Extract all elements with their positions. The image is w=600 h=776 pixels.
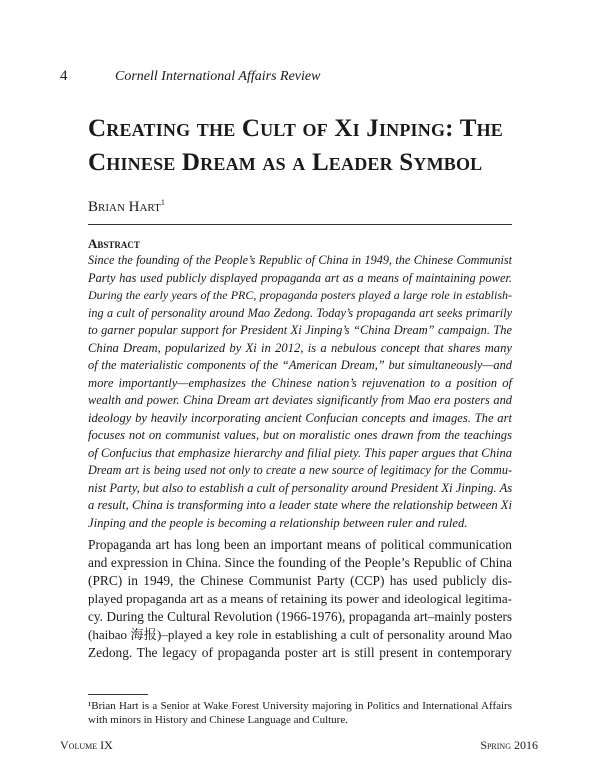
abstract-line: wealth and power. China Dream art deviates significantly from Mao era posters and xyxy=(88,393,512,407)
title-rule xyxy=(88,224,512,225)
abstract-heading: Abstract xyxy=(88,236,140,251)
abstract-line: ing a cult of personality around Mao Zedong. Today’s propaganda art seeks primarily xyxy=(88,305,512,320)
abstract-line: Dream art is being used not only to create a new source of legitimacy for the Commu- xyxy=(88,463,512,477)
abstract-line: a result, China is transforming into a leader state where the relationship between Xi xyxy=(88,498,512,512)
abstract-line: more importantly—emphasizes the Chinese nation’s rejuvenation to a position of xyxy=(88,375,512,390)
abstract-line: Jinping and the people is becoming a relationship between ruler and ruled. xyxy=(88,515,468,530)
abstract-line: of the materialistic components of the “American Dream,” but simultaneously—and xyxy=(88,358,512,372)
author-name: Brian Hart xyxy=(88,199,161,215)
body-line: cy. During the Cultural Revolution (1966-1976), propaganda art–mainly posters xyxy=(88,609,512,624)
body-line: Zedong. The legacy of propaganda poster art is still present in contemporary xyxy=(88,645,512,660)
abstract-line: nist Party, but also to establish a cult of personality around President Xi Jinping. As xyxy=(88,480,513,495)
title-line: Chinese Dream as a Leader Symbol xyxy=(88,149,483,176)
abstract-line: of Confucius that emphasize hierarchy and filial piety. This paper argues that China xyxy=(88,445,513,460)
footer-season: Spring 2016 xyxy=(480,738,538,752)
footnote-rule xyxy=(88,694,148,695)
footer-volume: Volume IX xyxy=(60,738,113,752)
footnote xyxy=(88,699,512,727)
abstract-line: During the early years of the PRC, propaganda posters played a large role in establish- xyxy=(88,288,512,302)
abstract-line: ideology by heavily incorporating ancient Confucian concepts and images. The art xyxy=(88,410,512,425)
footnote-marker: 1 xyxy=(160,198,165,207)
abstract-line: China Dream, popularized by Xi in 2012, is a nebulous concept that shares many xyxy=(88,340,512,355)
running-head: Cornell International Affairs Review xyxy=(115,69,321,84)
body-line: played propaganda art as a means of retaining its power and ideological legitima- xyxy=(88,591,512,606)
body-line: (PRC) in 1949, the Chinese Communist Party (CCP) has used publicly dis- xyxy=(88,573,512,588)
footnote-line: with minors in History and Chinese Language and Culture. xyxy=(88,714,348,726)
body-line: and expression in China. Since the founding of the People’s Republic of China xyxy=(88,555,512,570)
body-line: (haibao 海报)–played a key role in establishing a cult of personality around Mao xyxy=(88,627,512,642)
title-line: Creating the Cult of Xi Jinping: The xyxy=(88,115,503,142)
footnote-line: ¹Brian Hart is a Senior at Wake Forest University majoring in Politics and International Affairs xyxy=(88,700,512,712)
author-byline xyxy=(88,198,165,216)
page-number: 4 xyxy=(60,68,68,84)
abstract-text xyxy=(88,252,512,532)
body-line: Propaganda art has long been an important means of political communication xyxy=(88,537,512,552)
abstract-line: Party has used publicly displayed propaganda art as a means of maintaining power. xyxy=(88,270,512,285)
abstract-line: to garner popular support for President Xi Jinping’s “China Dream” campaign. The xyxy=(88,323,512,337)
abstract-line: Since the founding of the People’s Republic of China in 1949, the Chinese Communist xyxy=(88,253,512,267)
body-paragraph xyxy=(88,536,512,662)
article-title xyxy=(88,112,538,180)
abstract-line: focuses not on communist values, but on moralistic ones drawn from the teachings xyxy=(88,428,512,442)
